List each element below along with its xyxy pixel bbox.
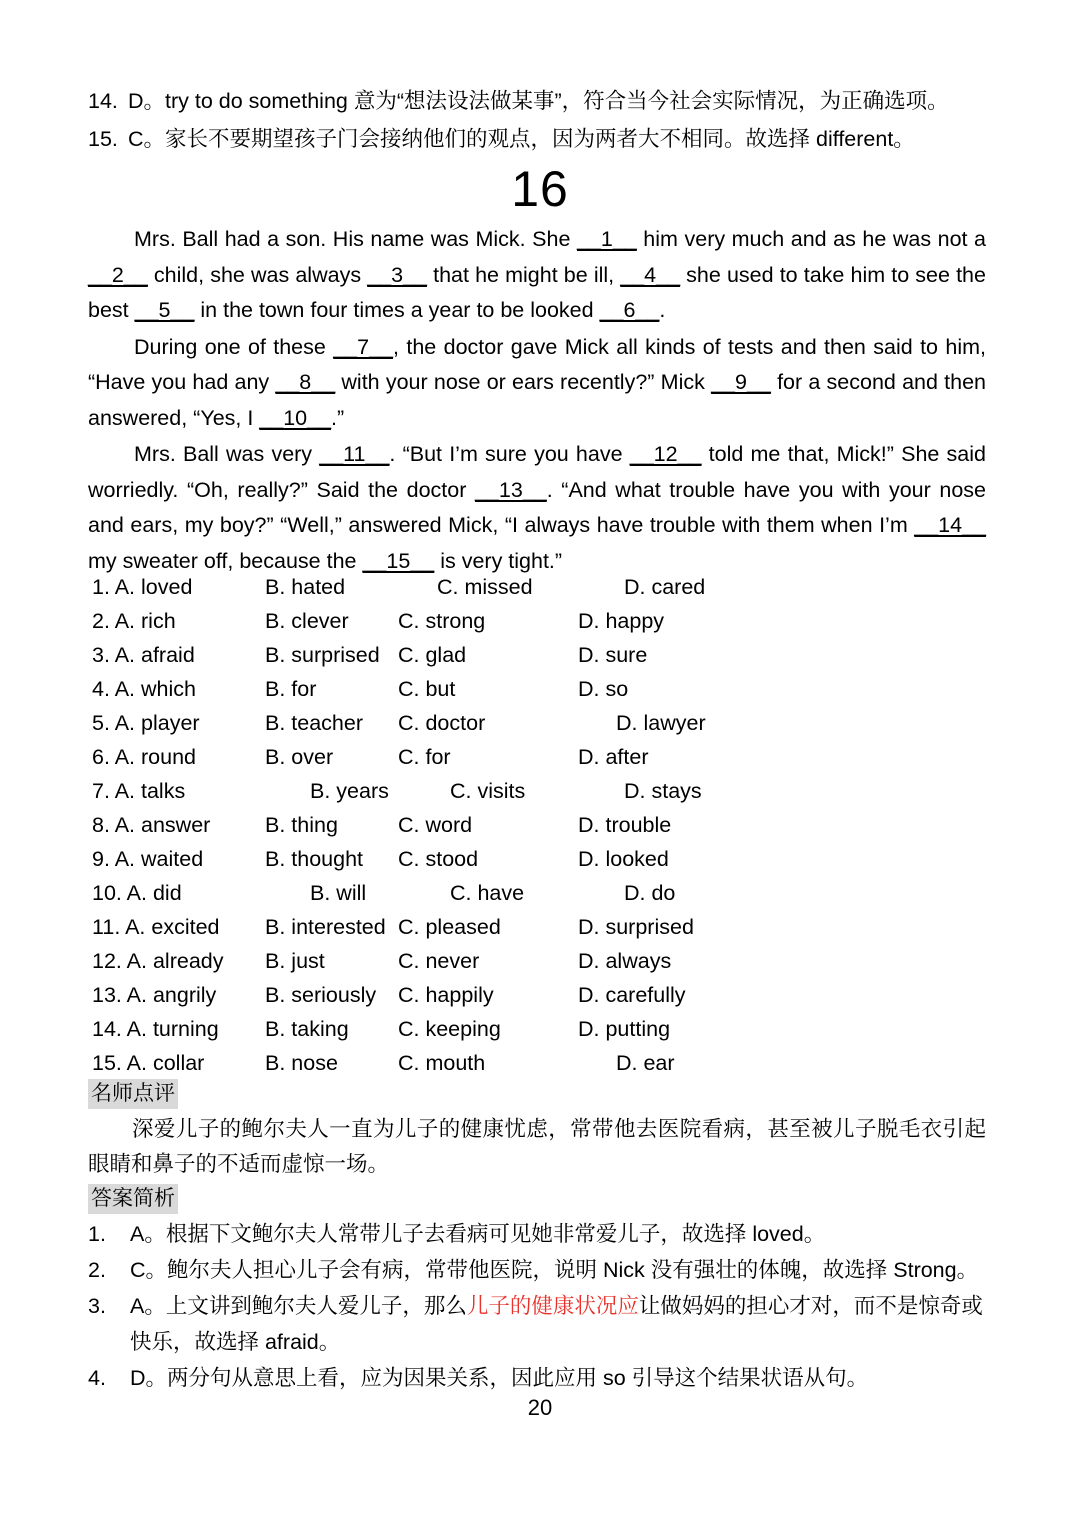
- option-choice-c[interactable]: C. mouth: [398, 1051, 486, 1075]
- passage-blank: __9__: [711, 370, 771, 394]
- option-choice-b[interactable]: B. interested: [265, 915, 386, 939]
- analysis-continuation: 快乐，故选择 afraid。: [130, 1330, 341, 1354]
- option-choice-c[interactable]: C. but: [398, 677, 456, 701]
- option-choice-a[interactable]: 13. A. angrily: [92, 983, 217, 1007]
- option-choice-b[interactable]: B. teacher: [265, 711, 363, 735]
- option-choice-d[interactable]: D. after: [578, 745, 649, 769]
- analysis-number: 3.: [88, 1294, 106, 1318]
- passage-blank: __15__: [362, 548, 435, 573]
- option-choice-a[interactable]: 4. A. which: [92, 677, 196, 701]
- option-choice-a[interactable]: 12. A. already: [92, 949, 224, 973]
- option-choice-b[interactable]: B. years: [310, 779, 389, 803]
- passage-paragraph-1: Mrs. Ball had a son. His name was Mick. She __1__ him very much and as he was not a __2__ child, she was always __3__ that he might be ill, __4__ she used to take him to see the best __5__ in the town four times a year to be looked __6__.: [88, 227, 987, 322]
- analysis-row: [88, 1288, 988, 1324]
- option-choice-c[interactable]: C. strong: [398, 609, 486, 633]
- passage-blank: __3__: [367, 262, 427, 287]
- option-choice-c[interactable]: C. doctor: [398, 711, 486, 735]
- option-choice-d[interactable]: D. looked: [578, 847, 669, 871]
- option-choice-d[interactable]: D. happy: [578, 609, 665, 633]
- option-choice-d[interactable]: D. so: [578, 677, 629, 701]
- passage-blank: __11__: [319, 442, 390, 466]
- option-choice-b[interactable]: B. will: [310, 881, 367, 905]
- option-choice-a[interactable]: 15. A. collar: [92, 1051, 205, 1075]
- option-choice-c[interactable]: C. have: [450, 881, 525, 905]
- analysis-number: 4.: [88, 1366, 106, 1390]
- option-choice-a[interactable]: 10. A. did: [92, 881, 182, 905]
- option-choice-c[interactable]: C. stood: [398, 847, 479, 871]
- option-choice-d[interactable]: D. carefully: [578, 983, 686, 1007]
- option-choice-b[interactable]: B. over: [265, 745, 334, 769]
- carryover-row: [88, 120, 998, 158]
- option-choice-a[interactable]: 11. A. excited: [92, 915, 220, 939]
- option-row: [92, 774, 992, 808]
- option-row: [92, 706, 992, 740]
- option-choice-b[interactable]: B. surprised: [265, 643, 380, 667]
- option-choice-d[interactable]: D. stays: [624, 779, 702, 803]
- option-choice-d[interactable]: D. cared: [624, 575, 706, 599]
- commentary-header: 名师点评: [88, 1079, 178, 1109]
- analysis-number: 1.: [88, 1222, 106, 1246]
- passage-blank: __7__: [333, 334, 394, 359]
- passage-paragraph-3: Mrs. Ball was very __11__. “But I’m sure you have __12__ told me that, Mick!” She said worriedly. “Oh, really?” Said the doctor __13__. “And what trouble have you with your nose and ears, my boy?” “Well,” answered Mick, “I always have trouble with them when I’m __14__ my sweater off, because the __15__ is very tight.”: [88, 442, 987, 573]
- option-choice-c[interactable]: C. keeping: [398, 1017, 501, 1041]
- options-list: [92, 570, 992, 1080]
- analysis-row: [88, 1360, 988, 1396]
- analysis-text: C。鲍尔夫人担心儿子会有病，常带他医院，说明 Nick 没有强壮的体魄，故选择 Strong。: [130, 1258, 979, 1282]
- option-choice-d[interactable]: D. surprised: [578, 915, 694, 939]
- option-choice-d[interactable]: D. do: [624, 881, 676, 905]
- option-choice-c[interactable]: C. word: [398, 813, 473, 837]
- option-row: [92, 876, 992, 910]
- option-choice-a[interactable]: 2. A. rich: [92, 609, 176, 633]
- option-choice-d[interactable]: D. sure: [578, 643, 648, 667]
- option-choice-b[interactable]: B. thing: [265, 813, 338, 837]
- option-row: [92, 978, 992, 1012]
- option-row: [92, 638, 992, 672]
- option-choice-d[interactable]: D. always: [578, 949, 672, 973]
- option-choice-a[interactable]: 6. A. round: [92, 745, 196, 769]
- option-row: [92, 570, 992, 604]
- passage-blank: __2__: [88, 262, 148, 287]
- carryover-text: D。try to do something 意为“想法设法做某事”，符合当今社会实际情况，为正确选项。: [128, 89, 949, 113]
- option-choice-a[interactable]: 14. A. turning: [92, 1017, 219, 1041]
- option-row: [92, 1046, 992, 1080]
- option-row: [92, 604, 992, 638]
- commentary-block: [88, 1112, 986, 1182]
- option-choice-a[interactable]: 1. A. loved: [92, 575, 193, 599]
- analysis-list: [88, 1216, 988, 1396]
- option-choice-b[interactable]: B. hated: [265, 575, 346, 599]
- option-choice-b[interactable]: B. seriously: [265, 983, 377, 1007]
- option-row: [92, 672, 992, 706]
- passage-blank: __14__: [914, 513, 986, 537]
- option-choice-b[interactable]: B. nose: [265, 1051, 338, 1075]
- option-choice-c[interactable]: C. for: [398, 745, 451, 769]
- carryover-number: 15.: [88, 127, 118, 151]
- analysis-number: 2.: [88, 1258, 106, 1282]
- option-choice-b[interactable]: B. thought: [265, 847, 364, 871]
- option-choice-c[interactable]: C. visits: [450, 779, 526, 803]
- analysis-row: [88, 1252, 988, 1288]
- option-choice-d[interactable]: D. lawyer: [616, 711, 706, 735]
- option-choice-a[interactable]: 7. A. talks: [92, 779, 186, 803]
- analysis-highlight: 儿子的健康状况应: [466, 1294, 639, 1318]
- option-choice-c[interactable]: C. glad: [398, 643, 467, 667]
- carryover-number: 14.: [88, 89, 118, 113]
- option-choice-d[interactable]: D. ear: [616, 1051, 675, 1075]
- option-choice-d[interactable]: D. trouble: [578, 813, 672, 837]
- passage-paragraph-2: During one of these __7__, the doctor gave Mick all kinds of tests and then said to him, “Have you had any __8__ with your nose or ears recently?” Mick __9__ for a second and then answered, “Yes, I __10__.”: [88, 334, 986, 430]
- option-choice-d[interactable]: D. putting: [578, 1017, 671, 1041]
- option-row: [92, 910, 992, 944]
- carryover-text: C。家长不要期望孩子门会接纳他们的观点，因为两者大不相同。故选择 different。: [128, 127, 915, 151]
- option-choice-b[interactable]: B. for: [265, 677, 317, 701]
- option-choice-b[interactable]: B. just: [265, 949, 325, 973]
- option-choice-a[interactable]: 3. A. afraid: [92, 643, 195, 667]
- analysis-text: D。两分句从意思上看，应为因果关系，因此应用 so 引导这个结果状语从句。: [130, 1366, 869, 1390]
- option-choice-a[interactable]: 9. A. waited: [92, 847, 204, 871]
- option-choice-c[interactable]: C. pleased: [398, 915, 501, 939]
- passage-blank: __13__: [474, 477, 547, 502]
- passage-blank: __1__: [576, 227, 637, 251]
- option-choice-b[interactable]: B. clever: [265, 609, 349, 633]
- option-choice-a[interactable]: 8. A. answer: [92, 813, 211, 837]
- carryover-answers: [88, 82, 998, 158]
- option-row: [92, 944, 992, 978]
- page-number: 20: [527, 1395, 553, 1420]
- passage-blank: __6__: [599, 298, 660, 322]
- passage-blank: __4__: [620, 262, 681, 287]
- option-row: [92, 808, 992, 842]
- analysis-header: 答案简析: [88, 1184, 178, 1214]
- passage-blank: __10__: [259, 405, 332, 430]
- cloze-passage: [88, 222, 986, 580]
- carryover-row: [88, 82, 998, 120]
- passage-blank: __8__: [275, 370, 336, 394]
- analysis-text: A。根据下文鲍尔夫人常带儿子去看病可见她非常爱儿子，故选择 loved。: [130, 1222, 826, 1246]
- analysis-row: [88, 1216, 988, 1252]
- analysis-text: A。上文讲到鲍尔夫人爱儿子，那么儿子的健康状况应让做妈妈的担心才对，而不是惊奇或: [130, 1294, 983, 1318]
- option-row: [92, 1012, 992, 1046]
- option-choice-c[interactable]: C. missed: [437, 575, 533, 599]
- passage-blank: __5__: [134, 298, 195, 322]
- commentary-text: 深爱儿子的鲍尔夫人一直为儿子的健康忧虑，常带他去医院看病，甚至被儿子脱毛衣引起眼睛和鼻子的不适而虚惊一场。: [88, 1117, 986, 1176]
- option-row: [92, 740, 992, 774]
- option-row: [92, 842, 992, 876]
- option-choice-c[interactable]: C. happily: [398, 983, 494, 1007]
- option-choice-a[interactable]: 5. A. player: [92, 711, 200, 735]
- option-choice-b[interactable]: B. taking: [265, 1017, 349, 1041]
- passage-blank: __12__: [629, 442, 702, 466]
- section-number: 16: [511, 161, 569, 217]
- option-choice-c[interactable]: C. never: [398, 949, 480, 973]
